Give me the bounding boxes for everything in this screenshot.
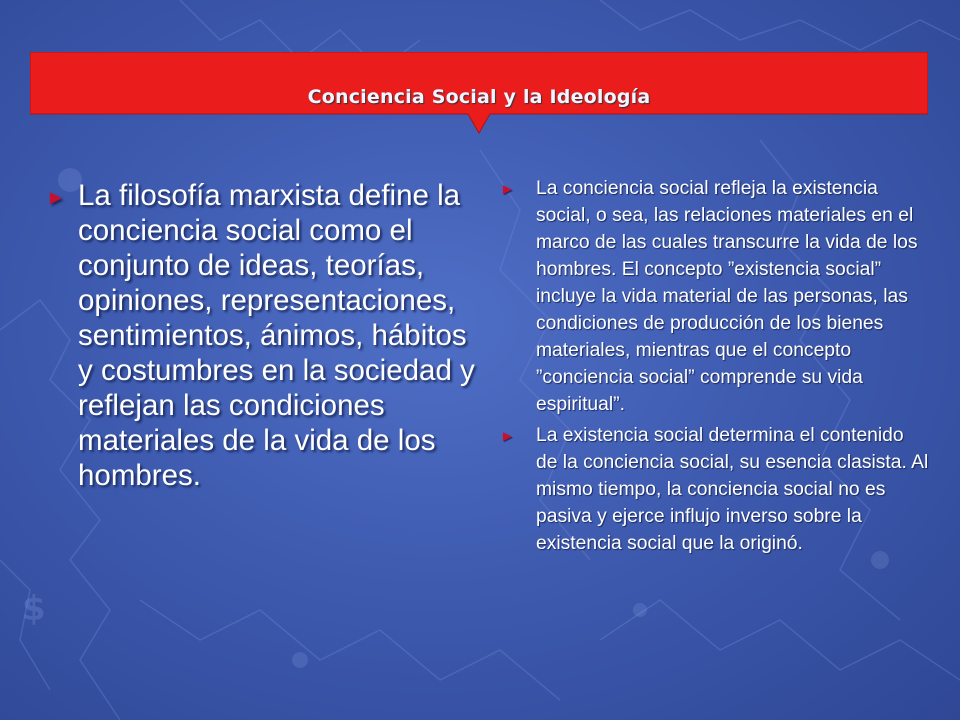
right-bullet-2 [500, 422, 930, 557]
right-column [500, 175, 930, 561]
svg-text:$: $ [22, 589, 46, 629]
right-bullet-1 [500, 175, 930, 418]
triangle-bullet-icon: ► [500, 181, 515, 198]
triangle-bullet-icon: ► [500, 428, 515, 445]
title-banner [30, 52, 928, 134]
left-bullet [46, 178, 476, 493]
right-bullet-1-text: La conciencia social refleja la existencia social, o sea, las relaciones materiales en el marco de las cuales transcurre la vida de los hombres. El concepto ”existencia social” incluye la vida material de las personas, las condiciones de producción de los bienes materiales, mientras que el concepto ”conciencia social” comprende su vida espiritual”. [536, 178, 918, 415]
slide-title: Conciencia Social y la Ideología [307, 86, 651, 108]
right-bullet-2-text: La existencia social determina el contenido de la conciencia social, su esencia clasista. Al mismo tiempo, la conciencia social no es pasiva y ejerce influjo inverso sobre la existencia social que la originó. [536, 425, 929, 554]
left-column [46, 178, 476, 493]
triangle-bullet-icon: ► [46, 187, 66, 209]
left-bullet-text: La filosofía marxista define la conciencia social como el conjunto de ideas, teorías, opiniones, representaciones, sentimientos, ánimos, hábitos y costumbres en la sociedad y reflejan las condiciones materiales de la vida de los hombres. [78, 179, 475, 492]
